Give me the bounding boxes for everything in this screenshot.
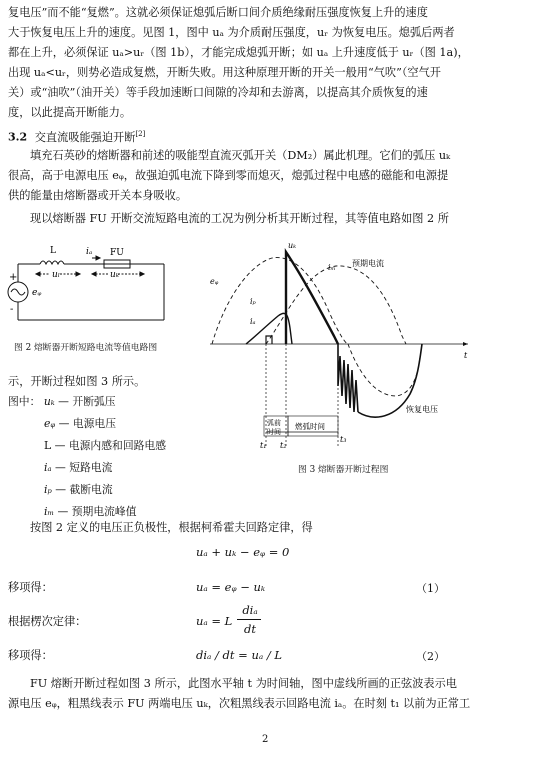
legend-dash: — xyxy=(58,417,70,430)
text-line: FU 熔断开断过程如图 3 所示，此图水平轴 t 为时间轴，图中虚线所画的正弦波表示电 xyxy=(30,677,457,690)
legend-desc: 开断弧压 xyxy=(72,395,116,408)
legend-row xyxy=(8,482,166,498)
section-ref: [2] xyxy=(135,130,146,138)
t2-label: t₂ xyxy=(280,441,287,450)
equation-1-number: （1） xyxy=(416,582,445,595)
legend-row xyxy=(8,416,166,432)
expected-current-label: 预期电流 xyxy=(352,259,384,268)
text-line: 关）或“油吹”（油开关）等手段加速断口间隙的冷却和去游离，以提高其介质恢复的速 xyxy=(8,86,428,99)
text-line: 复电压”而不能“复燃”。这就必须保证熄弧后断口间介质绝缘耐压强度恢复上升的速度 xyxy=(8,6,428,19)
legend-desc: 电源内感和回路电感 xyxy=(68,439,167,452)
text-line: 源电压 eᵩ，粗黑线表示 FU 两端电压 uₖ，次粗黑线表示回路电流 iₐ。在时刻 t₁ 以前为正常工 xyxy=(8,697,471,710)
equation-lenz-denominator: dt xyxy=(244,622,256,636)
uk-label: uₖ xyxy=(110,270,120,280)
legend-dash: — xyxy=(57,505,69,518)
equation-lenz-numerator: diₐ xyxy=(242,603,258,617)
breaking-process-diagram xyxy=(206,236,474,456)
t1-label: t₁ xyxy=(260,441,267,450)
legend-dash: — xyxy=(58,395,69,408)
recovery-voltage-label: 恢复电压 xyxy=(406,405,438,414)
text-line: 大于恢复电压上升的速度。见图 1，图中 uₐ 为介质耐压强度，uᵣ 为恢复电压。熄弧后两者 xyxy=(8,26,455,39)
figure-2-caption: 图 2 熔断器开断短路电流等值电路图 xyxy=(14,343,158,353)
melt-time-label-2: 时间 xyxy=(267,428,281,436)
figure-2 xyxy=(6,236,196,356)
ia-label: iₐ xyxy=(250,317,256,326)
section-number: 3.2 xyxy=(8,130,28,144)
legend-row xyxy=(8,438,166,454)
legend-symbol: iₐ xyxy=(44,461,52,474)
fuse-label: FU xyxy=(110,248,124,258)
equation-2: diₐ / dt = uₐ / L xyxy=(196,648,283,662)
text-line: 填充石英砂的熔断器和前述的吸能型直流灭弧开关（DM₂）属此机理。它们的弧压 uₖ xyxy=(30,149,451,162)
paragraph-1 xyxy=(8,5,469,120)
im-label: iₘ xyxy=(328,263,336,272)
paragraph-3: 现以熔断器 FU 开断交流短路电流的工况为例分析其开断过程，其等值电路如图 2 所 xyxy=(30,212,449,225)
fraction-bar xyxy=(237,619,261,620)
source-label: eᵩ xyxy=(32,288,42,298)
melt-time-label-1: 弧前 xyxy=(267,419,281,427)
legend-intro: 图中： xyxy=(8,395,41,408)
figure-3-caption: 图 3 熔断器开断过程图 xyxy=(298,465,389,475)
paragraph-5: 按图 2 定义的电压正负极性，根据柯希霍夫回路定律，得 xyxy=(30,521,313,534)
legend-dash: — xyxy=(55,483,67,496)
current-label: iₐ xyxy=(86,247,93,257)
circuit-diagram xyxy=(6,236,196,336)
section-heading xyxy=(8,127,145,145)
legend-row xyxy=(8,394,166,410)
legend-desc: 短路电流 xyxy=(69,461,113,474)
legend-symbol: iₘ xyxy=(44,505,55,518)
figure-3 xyxy=(206,236,474,476)
lenz-label: 根据楞次定律： xyxy=(8,615,87,628)
equation-lenz-left: uₐ = L xyxy=(196,614,233,628)
equation-2-number: （2） xyxy=(416,650,445,663)
legend-desc: 预期电流峰值 xyxy=(71,505,137,518)
legend-row xyxy=(8,460,166,476)
ephi-label: eᵩ xyxy=(210,277,219,286)
symbol-legend xyxy=(8,394,166,520)
section-title: 交直流吸能强迫开断 xyxy=(34,130,136,144)
t3-label: t₃ xyxy=(340,435,347,444)
legend-symbol: eᵩ xyxy=(44,417,56,430)
legend-desc: 截断电流 xyxy=(69,483,113,496)
arc-time-label: 燃弧时间 xyxy=(295,422,325,431)
page-number: 2 xyxy=(262,734,269,745)
equation-kirchhoff: uₐ + uₖ − eᵩ = 0 xyxy=(196,545,290,559)
text-line: 度，以此提高开断能力。 xyxy=(8,106,132,119)
inductor-label: L xyxy=(50,246,56,256)
paragraph-4: 示，开断过程如图 3 所示。 xyxy=(8,375,146,388)
text-line: 出现 uₐ<uᵣ，则势必造成复燃，开断失败。用这种原理开断的开关一般用“气吹”（空气开 xyxy=(8,66,441,79)
text-line: 都在上升，必须保证 uₐ>uᵣ（图 1b），才能完成熄弧开断；如 uₐ 上升速度低于 uᵣ（图 1a)， xyxy=(8,46,469,59)
text-line: 供的能量由熔断器或开关本身吸收。 xyxy=(8,189,188,202)
plus-label: + xyxy=(9,272,18,283)
legend-symbol: L xyxy=(44,439,52,452)
paragraph-6 xyxy=(8,676,470,711)
legend-dash: — xyxy=(54,461,66,474)
t-axis-label: t xyxy=(464,351,468,360)
ul-label: uₗ xyxy=(52,270,60,280)
ip-label: iₚ xyxy=(250,297,256,306)
move-label-2: 移项得： xyxy=(8,649,53,662)
paragraph-2 xyxy=(8,148,450,203)
uk-label: uₖ xyxy=(288,241,297,250)
legend-desc: 电源电压 xyxy=(72,417,117,430)
legend-symbol: uₖ xyxy=(43,395,55,408)
minus-label: - xyxy=(10,304,14,315)
text-line: 很高，高于电源电压 eᵩ，故强迫弧电流下降到零而熄灭，熄弧过程中电感的磁能和电源提 xyxy=(8,169,449,182)
legend-dash: — xyxy=(54,439,66,452)
move-label-1: 移项得： xyxy=(8,581,53,594)
legend-row xyxy=(8,504,166,520)
equation-1: uₐ = eᵩ − uₖ xyxy=(196,580,266,594)
legend-symbol: iₚ xyxy=(44,483,52,496)
